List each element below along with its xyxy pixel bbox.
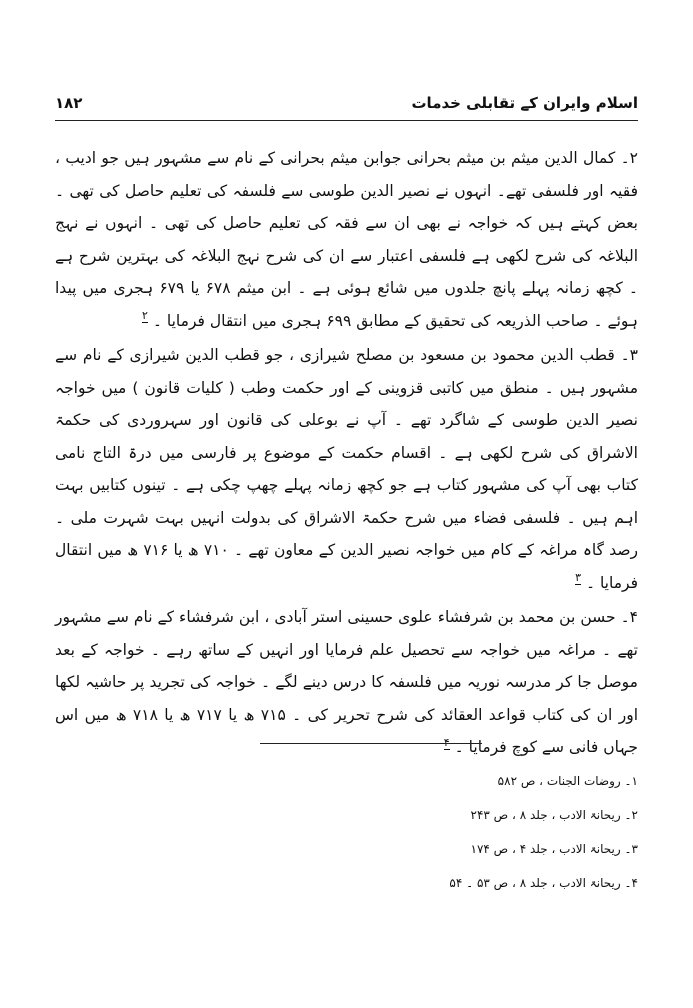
paragraph-kamal-uddin bbox=[55, 142, 638, 337]
page-header bbox=[55, 88, 638, 122]
footnote-item: ۱۔ روضات الجنات ، ص ۵۸۲ bbox=[497, 774, 638, 788]
running-title: اسلام وایران کے تقابلی خدمات bbox=[411, 94, 638, 112]
paragraph-text: ۴۔ حسن بن محمد بن شرفشاء علوی حسینی استر آبادی ، ابن شرفشاء کے نام سے مشہور تھے ۔ مراغہ میں خواجہ سے تحصیل علم فرمایا اور انہیں کے ساتھ رہے ۔ خواجہ کے بعد موصل جا کر مدرسہ نوریہ میں فلسفہ کا درس دینے لگے ۔ خواجہ کی تجرید پر حاشیہ لکھا اور ان کی کتاب قواعد العقائد کی شرح تحریر کی ۔ ۷۱۵ ھ یا ۷۱۷ ھ یا ۷۱۸ ھ میں اس جہاں فانی سے کوچ فرمایا ۔ bbox=[55, 608, 638, 756]
footnote-separator bbox=[260, 743, 482, 744]
paragraph-text: ۲۔ کمال الدین میثم بن میثم بحرانی جوابن میثم بحرانی کے نام سے مشہور ہیں جو ادیب ، فقیہ اور فلسفی تھے۔ انہوں نے نصیر الدین طوسی سے فلسفہ کی تعلیم حاصل کی تھی ۔ بعض کہتے ہیں کہ خواجہ نے بھی ان سے فقہ کی تعلیم حاصل کی تھی ۔ انہوں نے نہج البلاغہ کی شرح لکھی ہے فلسفی اعتبار سے ان کی شرح نہج البلاغہ کی بہترین شرح ہے ۔ کچھ زمانہ پہلے پانچ جلدوں میں شائع ہوئی ہے ۔ ابن میثم ۶۷۸ یا ۶۷۹ ہجری میں پیدا ہوئے ۔ صاحب الذریعہ کی تحقیق کے مطابق ۶۹۹ ہجری میں انتقال فرمایا ۔ bbox=[55, 149, 638, 330]
footnote-item: ۴۔ ریحانۃ الادب ، جلد ۸ ، ص ۵۳ ۔ ۵۴ bbox=[449, 876, 638, 890]
footnote-reference: ۴ bbox=[443, 735, 450, 749]
paragraph-hasan-sharafshah bbox=[55, 601, 638, 764]
footnote-reference: ۳ bbox=[575, 571, 582, 585]
footnote-item: ۲۔ ریحانۃ الادب ، جلد ۸ ، ص ۲۴۳ bbox=[470, 808, 638, 822]
body-text bbox=[55, 142, 638, 766]
footnotes bbox=[218, 764, 638, 900]
paragraph-text: ۳۔ قطب الدین محمود بن مسعود بن مصلح شیرازی ، جو قطب الدین شیرازی کے نام سے مشہور ہیں ۔ منطق میں کاتبی قزوینی کے اور حکمت وطب ( کلیات قانون ) میں خواجہ نصیر الدین طوسی کے شاگرد تھے ۔ آپ نے بوعلی کی قانون اور سہروردی کی حکمۃ الاشراق کی شرح لکھی ہے ۔ اقسام حکمت کے موضوع پر فارسی میں درۃ التاج نامی کتاب بھی آپ کی مشہور کتاب ہے جو کچھ زمانہ پہلے چھپ چکی ہے ۔ تینوں کتابیں بہت اہم ہیں ۔ فلسفی فضاء میں شرح حکمۃ الاشراق کی بدولت انہیں بہت شہرت ملی ۔ رصد گاہ مراغہ کے کام میں خواجہ نصیر الدین کے معاون تھے ۔ ۷۱۰ ھ یا ۷۱۶ ھ میں انتقال فرمایا ۔ bbox=[55, 346, 638, 592]
footnote-item: ۳۔ ریحانۃ الادب ، جلد ۴ ، ص ۱۷۴ bbox=[470, 842, 638, 856]
page-number: ۱۸۲ bbox=[55, 94, 83, 112]
footnote-reference: ۲ bbox=[142, 309, 148, 323]
header-rule bbox=[55, 120, 638, 121]
paragraph-qutb-uddin bbox=[55, 339, 638, 599]
